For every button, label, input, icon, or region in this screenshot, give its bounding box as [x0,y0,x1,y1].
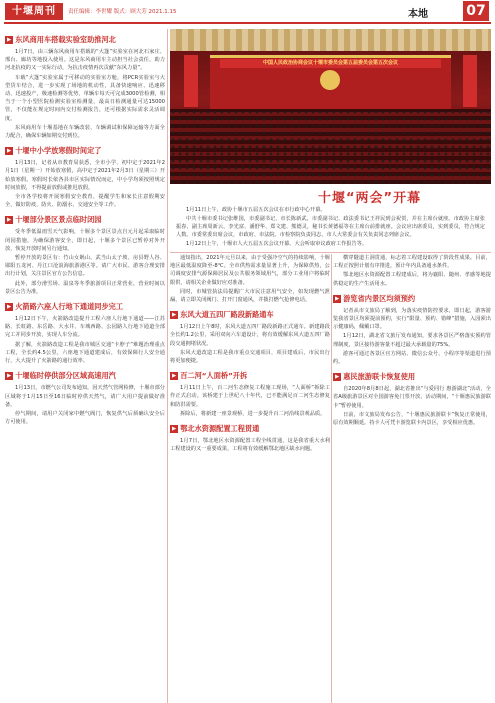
article-title: 鄂北水资源配置工程贯通 [180,424,260,434]
article-paragraph: 日前，市文旅局发布公告，“十堰惠民旅游联卡”恢复正常使用，原有效期顺延。持卡人可凭卡游览联卡内景区，享受相应优惠。 [333,411,491,427]
lead-paragraph: 1月12日上午，十堰市人大五届五次会议开幕。大会听取审议政府工作报告等。 [186,241,368,247]
article-headline [170,371,330,381]
article-headline [5,215,165,225]
article-title: 东风商用车搭载实验室助推河北 [15,35,116,44]
article-headline [5,35,165,45]
article-paragraph: 暂停开放的景区有：竹山女娲山、武当山太子坡、房县野人谷、郧阳五龙河、丹江口沧浪海旅游港区等。请广大市民、游客合理安排出行计划，关注景区官方公告信息。 [5,255,165,278]
article-headline [333,372,491,382]
article-headline [170,310,330,320]
article-headline [5,302,165,312]
article-paragraph: 1月12日上午8时，东风大道五四厂路段新路正式通车。新建路段全长约1.2公里，采用双向六车道设计，将有效缓解东风大道五四厂路段交通拥堵状况。 [170,324,330,347]
headline-marker-icon: ▶ [172,373,177,380]
article-paragraph: 此外，部分滑雪场、温泉等冬季旅游项目正常营业，营业时间以景区公告为准。 [5,280,165,295]
article-paragraph: 1月11日上午，百二河生态修复工程施工现场，“人面桥”拆除工作正式启动。该桥建于上世纪八十年代，已不能满足百二河生态修复和防洪需要。 [170,385,330,408]
article-paragraph: 车载“大篷”实验室属于可移动的实验室方舱，将PCR实验室与大型货车结合，进一步实现了场地的机动性，具备快速响应、迅速移动、迅速投产，极速检测等优势，单辆车每天可完成3000管检测，相当于一个小型医院检测实验室检测量，最高日检测通量可达15000管，不仅能在规定时间内交付检测报告，还可根据实际需求灵活调度。 [5,74,165,122]
headline-marker-icon: ▶ [7,148,12,155]
flag-left [184,55,198,107]
article-paragraph: 自2020年8月8日起，湖北省推出“与爱同行 惠游湖北”活动，全省A级旅游景区对全国游客免门票开放，活动期间，“十堰惠民旅游联卡”暂停使用。 [333,386,491,409]
article-paragraph: 同时，市城管执法局提醒广大市民注意用气安全，如发现燃气泄漏，请立即关闭阀门、打开门窗通风，并拨打燃气抢修电话。 [170,288,330,304]
article-headline [333,294,491,304]
article-title: 游览省内景区均须预约 [343,293,416,303]
headline-marker-icon: ▶ [172,312,177,319]
headline-marker-icon: ▶ [335,374,340,381]
column-rule [167,29,168,703]
stage-banner: 中国人民政治协商会议十堰市委员会第五届委员会第五次会议 [220,59,441,68]
hero-photo [170,29,491,184]
headline-marker-icon: ▶ [172,426,177,433]
masthead [0,0,495,24]
middle-column [170,254,330,703]
article-paragraph: 拆除后，将新建一座景观桥，进一步提升百二河沿线景观品质。 [180,410,326,417]
lead-rule [170,252,491,253]
article-paragraph: 全市各学校将开展寒假安全教育，提醒学生和家长注意假期安全，做好防疫、防火、防溺水、交通安全等工作。 [5,194,165,209]
article-headline [170,424,330,434]
article-paragraph: 横穿隧道主洞贯通，标志着工程建设取得了阶段性成果。目前，工程正按照计划有序推进，预计年内具备通水条件。 [333,255,491,270]
flag-right [463,55,477,107]
article-title: 十堰中小学放寒假时间定了 [15,146,102,156]
masthead-info: 责任编辑：李世耀 版式：顾大芳 2021.1.15 [68,9,177,15]
headline-marker-icon: ▶ [7,373,12,380]
article-paragraph: 东风大道改造工程是我市重点交通项目，项目建成后，市民出行将更加便捷。 [170,349,330,365]
headline-marker-icon: ▶ [7,37,12,43]
section-name: 本地 [408,9,428,20]
left-column [5,29,165,703]
masthead-logo: 十堰周刊 [5,3,63,20]
lead-paragraph: 1月11日上午，政协十堰市五届五次会议在市行政中心开幕。 [186,207,326,213]
article-title: 百二河“人面桥”开拆 [180,371,248,381]
article-paragraph: 1月12日，湖北省文旅厅发布通知，要求各景区严格落实预约管理制度，景区接待游客量不超过最大承载量的75%。 [333,333,491,348]
article-paragraph: 1月7日，鄂北地区水资源配置工程全线贯通，这是我省重大水利工程建设的又一重要成果，工程将有效缓解鄂北地区缺水问题。 [170,438,330,453]
article-paragraph: 1月7日，由三辆东风商用车搭载的“大篷”实验室在河北石家庄、邢台、廊坊等地投入使用。这是东风商用车主动担当社会责任，助力河北抗疫的又一实际行动，为抗击疫情再次贡献“东风力量”。 [5,49,165,72]
headline-marker-icon: ▶ [335,295,340,302]
article-paragraph: 据了解，火箭路改造工程是我市城区交通“卡脖子”难题治理重点工程，全长约4.5公里，六座地下通道建成后，有效保障行人安全通行，大大提升了火箭路的通行效率。 [5,341,165,365]
emblem-icon [320,70,340,90]
column-rule [331,254,332,703]
article-title: 十堰部分景区景点临时闭园 [15,215,102,225]
article-title: 十堰临时停供部分区域高速用汽 [15,371,116,381]
article-title: 火箭路六座人行地下通道同步完工 [15,302,124,312]
article-paragraph: 通知指出，2021年元旦以来，由于受强冷空气的持续影响，十堰地区最低温度降至-8℃。全市供热需求量显著上升，为保障供热，公司调度安排气源保障居民及公共服务领域用气，部分工业用户将临时限供，请相关企业做好应对准备。 [170,255,330,286]
lead-article [176,206,485,250]
article-paragraph: 受冬季低温雨雪天气影响，十堰多个景区景点自元月起采取临时闭园措施，为确保游客安全，即日起，十堰多个景区已暂停对外开放，恢复开放时间另行通知。 [5,229,165,252]
article-paragraph: 记者从市文旅局了解到，为落实疫情防控要求，即日起，游客游览我省景区均须提前预约，实行“限量、预约、错峰”措施，入园须出示健康码，佩戴口罩。 [333,307,491,331]
article-title: 东风大道五四厂路段新路通车 [180,310,274,320]
audience [170,109,491,184]
lead-headline: 十堰“两会”开幕 [318,191,422,206]
article-headline [5,371,165,381]
hall-ceiling [170,29,491,51]
article-paragraph: 1月13日，市燃气公司发布通知，因天然气管网检修，十堰市部分区域将于1月15日至16日临时停供天然气，请广大用户提前做好准备。 [5,385,165,408]
article-headline [5,146,165,156]
page-number: 07 [463,1,489,21]
article-title: 惠民旅游联卡恢复使用 [343,372,416,382]
headline-marker-icon: ▶ [7,304,12,311]
article-paragraph: 鄂北地区水资源配置工程建成后，将为襄阳、随州、孝感等地提供稳定的生产生活用水。 [333,272,491,287]
headline-marker-icon: ▶ [7,217,12,224]
article-paragraph: 1月13日，记者从市教育局获悉，全市小学、初中定于2021年2月1日（星期一）开始放寒假，高中定于2021年2月3日（星期三）开始放寒假。寒假时长依各县市区实际情况而定，中小学均须按照规定时间放假，不得提前放假或推迟放假。 [5,160,165,191]
masthead-rule [4,22,491,24]
article-paragraph: 停气期间，请用户关闭家中燃气阀门，恢复供气后须确认安全后方可使用。 [5,410,165,426]
article-paragraph: 1月12日下午，火箭路改造提升工程六座人行地下通道——江苏路、长虹路、东岳路、大水井、车城西路、公园路人行地下通道全部完工并同步开放，实现人车分流。 [5,316,165,339]
right-column [333,254,491,703]
article-paragraph: 游客可通过各景区官方网站、微信公众号、小程序等渠道进行预约。 [333,350,491,366]
lead-paragraph: 中共十堰市委书记张维国，市委副书记、市长陈新武，市委副书记、政法委书记王祥民到会祝贺，并在主席台就座。市政协主席张振春，副主席周新云、李光富、潘舒华、郑文建、熊德灵，秘书长黄德福等在主席台前排就座。会议应出席委员，实到委员，符合规定人数。市委常委出席会议，市政府、市法院、市检察院负责同志，市人大常委会有关负责同志列席会议。 [176,216,485,238]
article-paragraph: 东风商用车十堰基地在车辆改装、车辆调试和保障运输等方面全力配合，确保车辆如期交付到位。 [5,124,165,140]
